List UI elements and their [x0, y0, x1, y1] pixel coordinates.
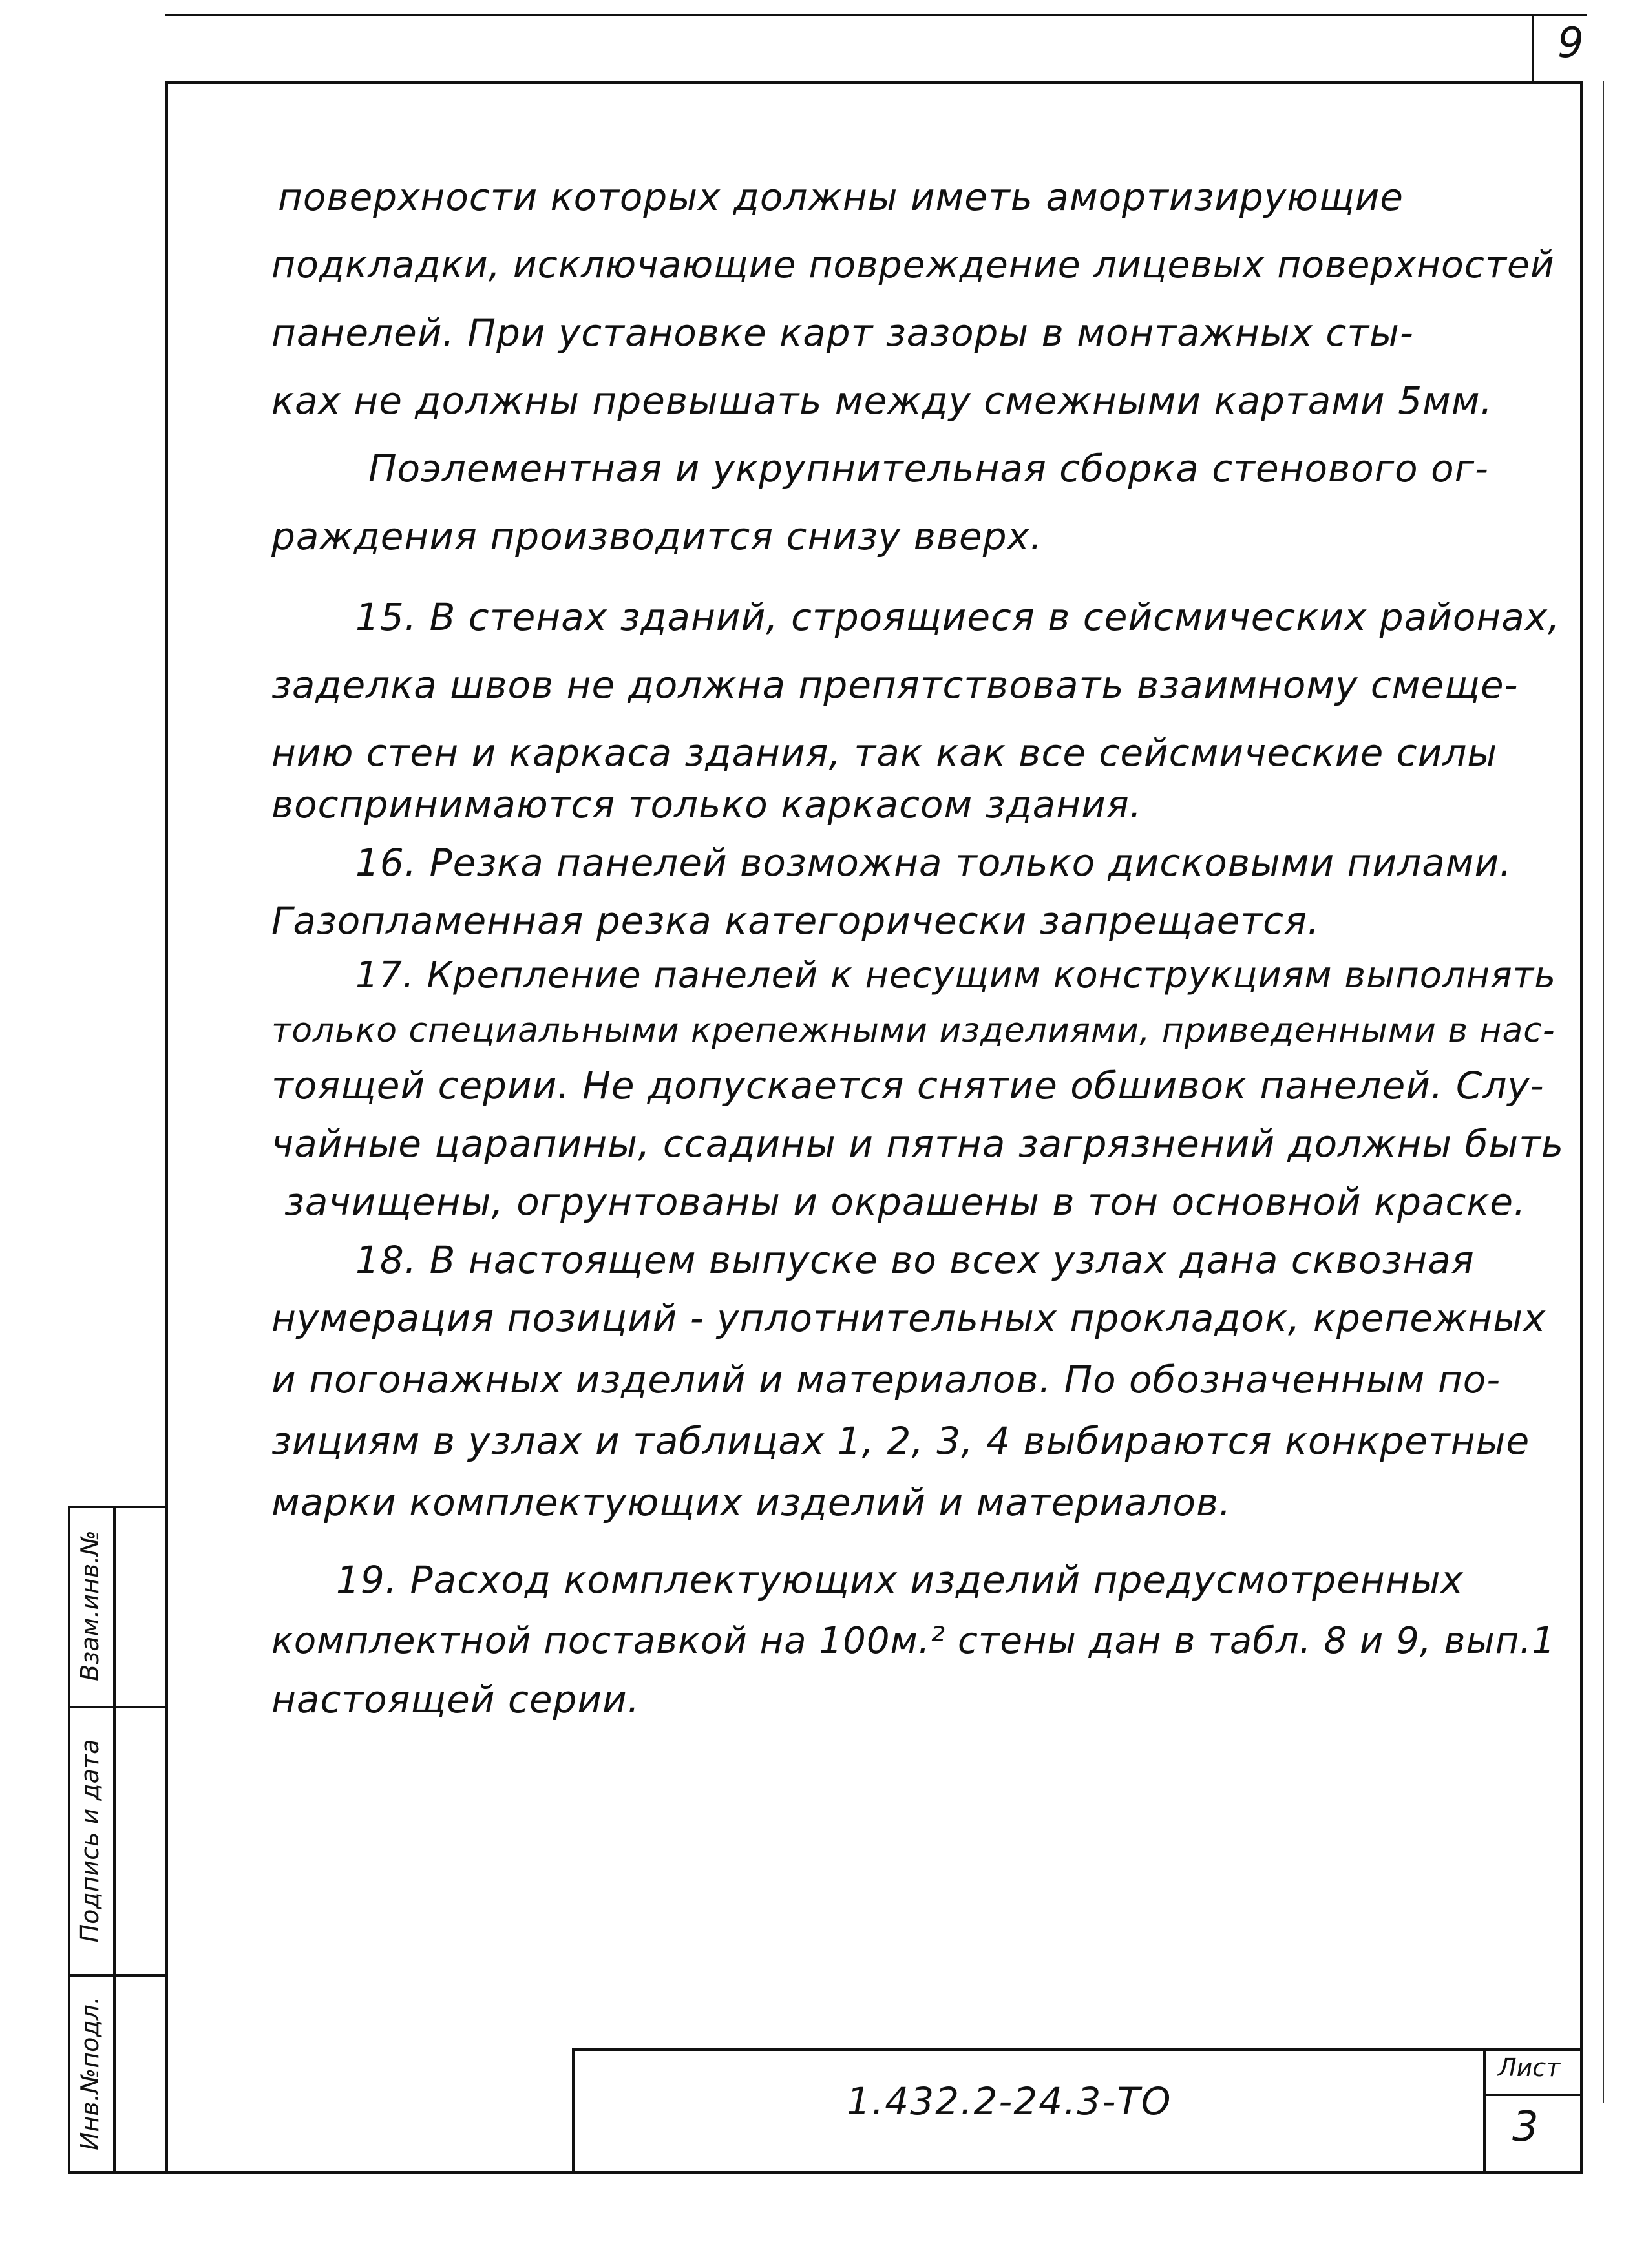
sheet-number: 3 [1512, 2103, 1539, 2151]
top-page-number: 9 [1557, 19, 1584, 67]
body-line-7: 15. В стенах зданий, строящиеся в сейсмических районах, [355, 595, 1561, 639]
body-line-19: нумерация позиций - уплотнительных прокладок, крепежных [271, 1296, 1546, 1340]
margin-col-inner [113, 1506, 116, 2174]
body-line-22: марки комплектующих изделий и материалов. [271, 1480, 1232, 1524]
body-line-8: заделка швов не должна препятствовать взаимному смеще- [271, 663, 1519, 707]
body-line-24: комплектной поставкой на 100м.² стены дан в табл. 8 и 9, вып.1 [271, 1620, 1556, 1662]
body-line-20: и погонажных изделий и материалов. По обозначенным по- [271, 1358, 1501, 1402]
body-line-16: чайные царапины, ссадины и пятна загрязнений должны быть [271, 1122, 1565, 1166]
top-number-box-left [1532, 14, 1534, 84]
body-line-1: поверхности которых должны иметь амортизирующие [278, 175, 1404, 219]
title-block-top [572, 2048, 1583, 2051]
body-line-10: воспринимаются только каркасом здания. [271, 782, 1143, 826]
frame-top [165, 81, 1583, 84]
title-block-sheet-divider [1483, 2048, 1486, 2174]
body-line-17: зачищены, огрунтованы и окрашены в тон основной краске. [284, 1180, 1526, 1224]
inv-no-orig-label: Инв.№подл. [76, 1997, 104, 2151]
body-line-5: Поэлементная и укрупнительная сборка стенового ог- [368, 446, 1489, 490]
margin-col-outer [68, 1506, 70, 2174]
body-line-2: подкладки, исключающие повреждение лицевых поверхностей [271, 244, 1555, 286]
top-border-line [165, 14, 1587, 16]
body-line-14: только специальными крепежными изделиями, приведенными в нас- [271, 1011, 1556, 1050]
document-code: 1.432.2-24.3-ТО [847, 2079, 1172, 2123]
signature-date-label: Подпись и дата [76, 1739, 104, 1943]
body-line-3: панелей. При установке карт зазоры в монтажных сты- [271, 311, 1414, 355]
body-line-15: тоящей серии. Не допускается снятие обшивок панелей. Слу- [271, 1064, 1545, 1108]
frame-left [165, 81, 168, 2174]
body-line-12: Газопламенная резка категорически запрещается. [271, 899, 1320, 943]
frame-right [1580, 81, 1583, 2174]
replace-inv-label: Взам.инв.№ [76, 1530, 104, 1681]
body-line-11: 16. Резка панелей возможна только дисковыми пилами. [355, 841, 1512, 885]
body-line-4: ках не должны превышать между смежными картами 5мм. [271, 379, 1493, 423]
frame-bottom [68, 2171, 1583, 2174]
title-block-left [572, 2048, 575, 2174]
body-line-6: раждения производится снизу вверх. [271, 514, 1043, 558]
frame-right-outer [1603, 81, 1604, 2103]
body-line-9: нию стен и каркаса здания, так как все сейсмические силы [271, 731, 1498, 775]
sheet-label: Лист [1498, 2053, 1561, 2082]
body-line-21: зициям в узлах и таблицах 1, 2, 3, 4 выбираются конкретные [271, 1419, 1530, 1463]
body-line-13: 17. Крепление панелей к несущим конструкциям выполнять [355, 954, 1557, 996]
body-line-18: 18. В настоящем выпуске во всех узлах дана сквозная [355, 1238, 1475, 1282]
title-block-sheet-mid [1483, 2094, 1583, 2096]
body-line-23: 19. Расход комплектующих изделий предусмотренных [336, 1558, 1464, 1602]
body-line-25: настоящей серии. [271, 1677, 640, 1721]
